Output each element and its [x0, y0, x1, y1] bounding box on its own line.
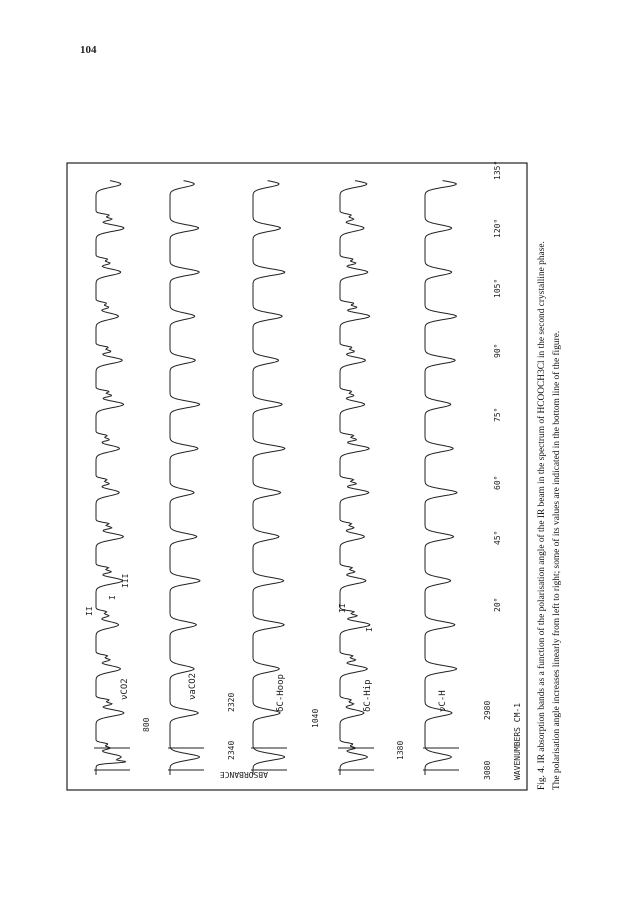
range-2320: 2320	[227, 692, 236, 712]
figure-caption-line-2: The polarisation angle increases linearly from left to right; some of its values are indicated in the bottom line of the figure.	[552, 330, 562, 790]
angle-label: 20°	[493, 597, 502, 612]
range-3080: 3080	[483, 760, 492, 780]
page-number: 104	[80, 44, 97, 56]
band-label-delta-ch-oop: δC-Hoop	[276, 674, 286, 712]
annotation-ii-top: II	[85, 606, 94, 616]
spectrum-trace	[425, 181, 457, 775]
angle-label: 135°	[493, 160, 502, 180]
axis-label-wavenumbers: WAVENUMBERS CM-1	[513, 702, 522, 780]
band-label-nua-co2: νaCO2	[188, 672, 198, 700]
band-label-nu-ch: νC-H	[438, 690, 448, 712]
angle-label: 60°	[493, 475, 502, 490]
band-label-nu-co2: νCO2	[120, 678, 130, 700]
range-800: 800	[142, 717, 151, 732]
angle-label: 120°	[493, 218, 502, 238]
axis-label-absorbance: ABSORBANCE	[219, 770, 268, 779]
band-label-delta-ch-ip: δC-Hip	[363, 679, 373, 712]
annotation-i-row4: I	[365, 627, 374, 632]
annotation-i-top: I	[108, 595, 117, 600]
angle-label: 75°	[493, 407, 502, 422]
angle-labels	[493, 161, 502, 612]
angle-label: 90°	[493, 343, 502, 358]
annotation-iii-top: III	[121, 573, 130, 588]
range-1380: 1380	[396, 740, 405, 760]
figure-caption-line-1: Fig. 4. IR absorption bands as a function of the polarisation angle of the IR beam in the spectrum of HCOOCH3Cl in the second crystalline phase.	[537, 241, 547, 790]
range-2340: 2340	[227, 740, 236, 760]
angle-label: 105°	[493, 278, 502, 298]
range-1040: 1040	[311, 708, 320, 728]
angle-label: 45°	[493, 530, 502, 545]
figure-frame	[67, 160, 527, 790]
annotation-ii-row4: II	[338, 603, 347, 613]
range-2980: 2980	[483, 700, 492, 720]
